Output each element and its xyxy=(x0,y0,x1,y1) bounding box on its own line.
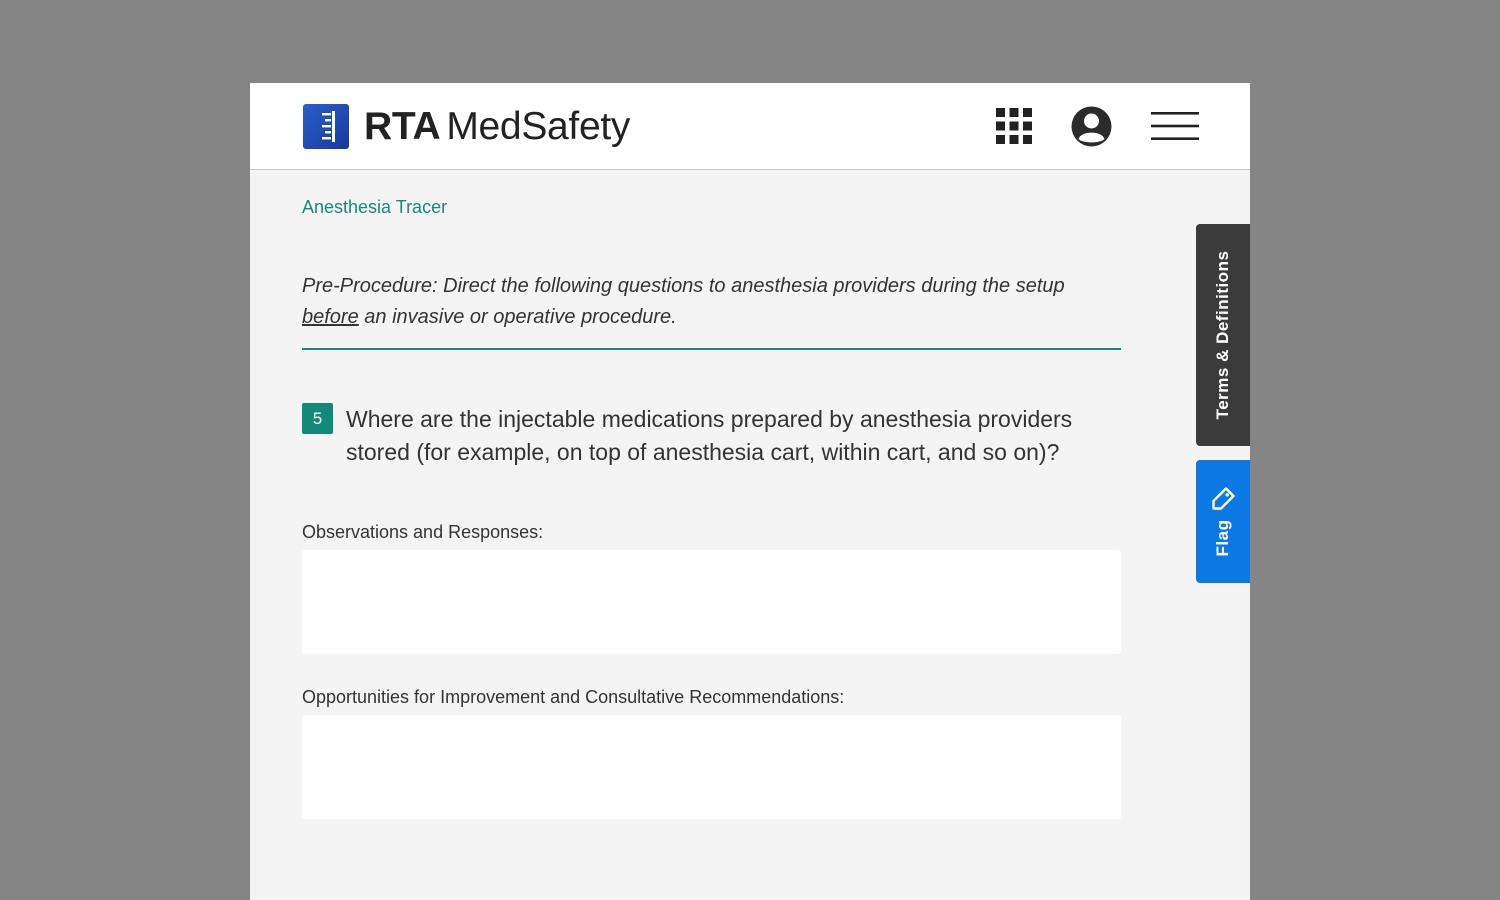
improvement-label: Opportunities for Improvement and Consultative Recommendations: xyxy=(302,687,845,707)
question-text: Where are the injectable medications prepared by anesthesia providers stored (for example, on top of anesthesia cart, within cart, and so on)? xyxy=(346,406,1073,465)
improvement-input[interactable] xyxy=(302,715,1121,819)
breadcrumb-link[interactable]: Anesthesia Tracer xyxy=(302,197,448,217)
user-account-icon[interactable] xyxy=(1070,105,1113,148)
observations-label: Observations and Responses: xyxy=(302,522,544,542)
flag-label: Flag xyxy=(1213,519,1232,557)
brand-name-bold: RTA xyxy=(364,105,441,148)
terms-definitions-label: Terms & Definitions xyxy=(1213,250,1232,420)
top-header xyxy=(250,83,1250,170)
observations-input[interactable] xyxy=(302,550,1121,654)
brand-name-regular: MedSafety xyxy=(446,105,631,148)
terms-definitions-tab[interactable] xyxy=(1196,224,1250,446)
section-instruction xyxy=(302,271,1102,333)
app-window xyxy=(250,83,1250,900)
hamburger-menu-icon[interactable] xyxy=(1151,109,1199,143)
tag-icon xyxy=(1210,486,1236,512)
instruction-text-after: an invasive or operative procedure. xyxy=(358,306,677,328)
apps-grid-icon[interactable] xyxy=(996,108,1032,144)
brand-name xyxy=(364,103,630,151)
instruction-text-before: Pre-Procedure: Direct the following questions to anesthesia providers during the setup xyxy=(302,275,1065,297)
instruction-underlined: before xyxy=(302,306,359,328)
flag-tab[interactable] xyxy=(1196,460,1250,583)
section-divider xyxy=(302,348,1121,350)
question-number-badge: 5 xyxy=(302,403,333,434)
logo-icon xyxy=(303,104,349,149)
